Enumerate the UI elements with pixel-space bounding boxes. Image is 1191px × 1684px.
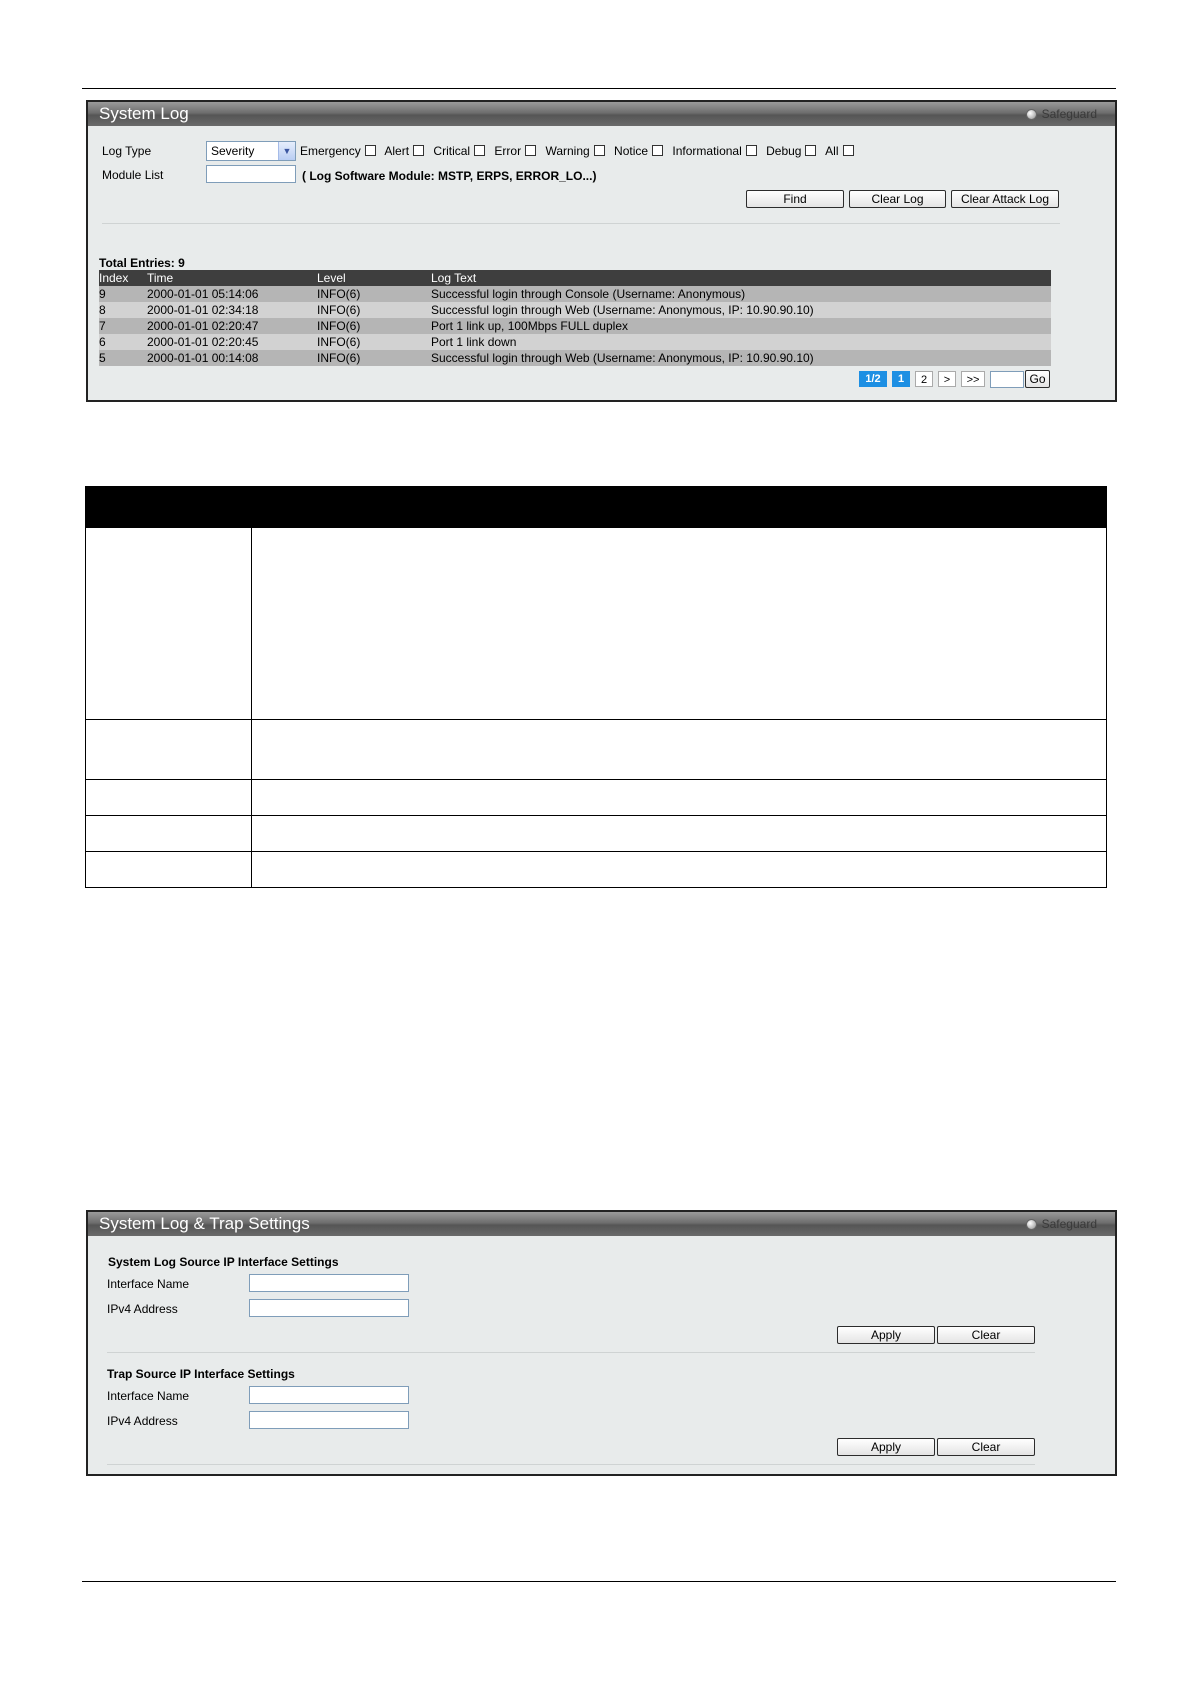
module-list-input[interactable] (206, 165, 296, 183)
severity-option-emergency[interactable]: Emergency (300, 144, 376, 158)
find-button[interactable]: Find (746, 190, 844, 208)
goto-page-input[interactable] (990, 371, 1024, 388)
syslog-ipv4-input[interactable] (249, 1299, 409, 1317)
trap-source-heading: Trap Source IP Interface Settings (107, 1367, 295, 1381)
table-row (99, 302, 1051, 318)
checkbox[interactable] (843, 145, 854, 156)
section-separator (107, 1352, 1035, 1353)
total-entries: Total Entries: 9 (99, 256, 185, 270)
cell-time: 2000-01-01 05:14:06 (147, 287, 259, 301)
cell-level: INFO(6) (317, 303, 361, 317)
cell-level: INFO(6) (317, 351, 361, 365)
severity-options (300, 144, 860, 158)
trap-interface-name-label: Interface Name (107, 1389, 190, 1403)
column-divider (251, 816, 252, 851)
column-header-time: Time (147, 271, 174, 285)
module-hint: ( Log Software Module: MSTP, ERPS, ERROR_LO...) (302, 169, 597, 183)
safeguard-icon (1026, 109, 1037, 120)
page-bottom-rule (82, 1581, 1116, 1582)
trap-apply-button[interactable]: Apply (837, 1438, 935, 1456)
module-list-label: Module List (102, 168, 164, 182)
cell-time: 2000-01-01 00:14:08 (147, 351, 259, 365)
chevron-down-icon[interactable]: ▼ (278, 142, 295, 160)
go-button[interactable]: Go (1025, 370, 1050, 388)
cell-log-text: Port 1 link up, 100Mbps FULL duplex (431, 319, 628, 333)
panel-title: System Log (99, 104, 189, 123)
syslog-ipv4-label: IPv4 Address (107, 1302, 178, 1316)
checkbox[interactable] (365, 145, 376, 156)
log-type-value: Severity (211, 144, 255, 158)
panel-title: System Log & Trap Settings (99, 1214, 310, 1233)
trap-clear-button[interactable]: Clear (937, 1438, 1035, 1456)
cell-index: 6 (99, 335, 106, 349)
safeguard-icon (1026, 1219, 1037, 1230)
severity-option-alert[interactable]: Alert (384, 144, 424, 158)
severity-option-critical[interactable]: Critical (433, 144, 485, 158)
cell-level: INFO(6) (317, 319, 361, 333)
checkbox[interactable] (652, 145, 663, 156)
column-divider (251, 720, 252, 779)
system-log-panel (86, 100, 1117, 402)
log-type-label: Log Type (102, 144, 152, 158)
log-table-header (99, 270, 1051, 286)
table-row (85, 852, 1107, 888)
safeguard-indicator (1026, 1217, 1097, 1231)
table-row (85, 780, 1107, 816)
table-row (85, 816, 1107, 852)
checkbox[interactable] (474, 145, 485, 156)
table-row (85, 720, 1107, 780)
severity-option-notice[interactable]: Notice (614, 144, 663, 158)
clear-log-button[interactable]: Clear Log (849, 190, 946, 208)
cell-log-text: Successful login through Web (Username: Anonymous, IP: 10.90.90.10) (431, 351, 814, 365)
page-top-rule (82, 88, 1116, 89)
cell-index: 5 (99, 351, 106, 365)
severity-option-debug[interactable]: Debug (766, 144, 816, 158)
next-page-button[interactable]: > (938, 371, 956, 387)
cell-level: INFO(6) (317, 287, 361, 301)
syslog-source-heading: System Log Source IP Interface Settings (108, 1255, 339, 1269)
cell-time: 2000-01-01 02:20:47 (147, 319, 259, 333)
description-table (85, 486, 1107, 888)
cell-index: 7 (99, 319, 106, 333)
cell-level: INFO(6) (317, 335, 361, 349)
column-header-log-text: Log Text (431, 271, 477, 285)
trap-ipv4-input[interactable] (249, 1411, 409, 1429)
column-divider (251, 852, 252, 887)
table-row (99, 334, 1051, 350)
table-row (99, 318, 1051, 334)
cell-time: 2000-01-01 02:34:18 (147, 303, 259, 317)
cell-log-text: Port 1 link down (431, 335, 517, 349)
cell-log-text: Successful login through Web (Username: Anonymous, IP: 10.90.90.10) (431, 303, 814, 317)
column-header-level: Level (317, 271, 346, 285)
section-separator (102, 223, 1060, 224)
clear-attack-log-button[interactable]: Clear Attack Log (951, 190, 1059, 208)
cell-index: 9 (99, 287, 106, 301)
syslog-interface-name-label: Interface Name (107, 1277, 190, 1291)
page-1-button[interactable]: 1 (892, 371, 910, 387)
last-page-button[interactable]: >> (961, 371, 985, 387)
trap-settings-panel (86, 1210, 1117, 1476)
checkbox[interactable] (746, 145, 757, 156)
panel-title-bar (88, 102, 1115, 126)
syslog-clear-button[interactable]: Clear (937, 1326, 1035, 1344)
severity-option-all[interactable]: All (825, 144, 853, 158)
column-divider (251, 780, 252, 815)
checkbox[interactable] (413, 145, 424, 156)
page-indicator: 1/2 (859, 371, 887, 387)
cell-index: 8 (99, 303, 106, 317)
column-divider (251, 528, 252, 719)
severity-option-error[interactable]: Error (494, 144, 536, 158)
cell-time: 2000-01-01 02:20:45 (147, 335, 259, 349)
safeguard-indicator (1026, 107, 1097, 121)
syslog-apply-button[interactable]: Apply (837, 1326, 935, 1344)
description-table-header (85, 486, 1107, 528)
trap-interface-name-input[interactable] (249, 1386, 409, 1404)
log-type-select[interactable] (206, 141, 296, 161)
cell-log-text: Successful login through Console (Username: Anonymous) (431, 287, 746, 301)
safeguard-label: Safeguard (1041, 1217, 1097, 1231)
severity-option-informational[interactable]: Informational (672, 144, 756, 158)
panel-title-bar (88, 1212, 1115, 1236)
column-header-index: Index (99, 271, 129, 285)
checkbox[interactable] (805, 145, 816, 156)
trap-ipv4-label: IPv4 Address (107, 1414, 178, 1428)
severity-option-warning[interactable]: Warning (545, 144, 604, 158)
table-row (85, 528, 1107, 720)
syslog-interface-name-input[interactable] (249, 1274, 409, 1292)
table-row (99, 350, 1051, 366)
checkbox[interactable] (525, 145, 536, 156)
table-row (99, 286, 1051, 302)
page-2-button[interactable]: 2 (915, 371, 933, 387)
log-table (99, 270, 1051, 366)
section-separator (107, 1464, 1035, 1465)
checkbox[interactable] (594, 145, 605, 156)
safeguard-label: Safeguard (1041, 107, 1097, 121)
